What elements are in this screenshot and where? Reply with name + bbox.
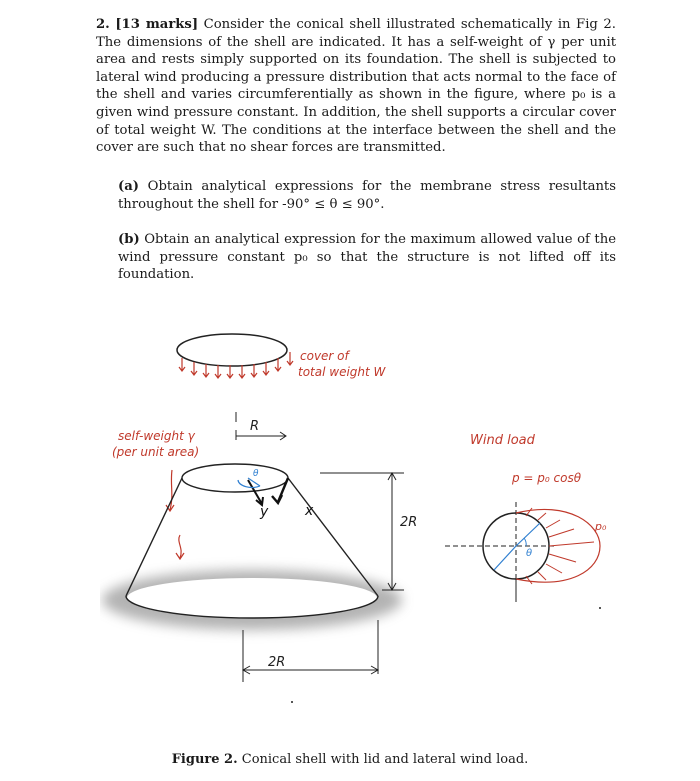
base-radius-label: 2R — [268, 655, 286, 670]
part-b-label: (b) — [118, 232, 140, 247]
caption-text: Conical shell with lid and lateral wind load. — [237, 752, 529, 767]
problem-number: 2. — [96, 17, 110, 32]
cover-label-1: cover of — [300, 349, 349, 363]
cover-label-2: total weight W — [298, 365, 386, 379]
dot-marker — [291, 701, 293, 703]
selfweight-label-1: self-weight γ — [118, 429, 195, 443]
wind-load-diagram — [445, 502, 601, 609]
axis-y-label: y — [260, 504, 269, 520]
part-b-text: Obtain an analytical expression for the maximum allowed value of the wind pressure constant p₀ so that the structure is not lifted off its foundation. — [118, 232, 616, 283]
part-a — [118, 178, 616, 213]
wind-formula: p = p₀ cosθ — [512, 471, 582, 485]
problem-marks: [13 marks] — [115, 17, 199, 32]
height-label: 2R — [400, 515, 418, 530]
wind-theta-label: θ — [526, 548, 533, 559]
wind-title: Wind load — [470, 433, 535, 448]
problem-text: Consider the conical shell illustrated schematically in Fig 2. The dimensions of the shell are indicated. It has a self-weight of γ per unit area and rests simply supported on its foundation. The shell is subjected to lateral wind producing a pressure distribution that acts normal to the face of the shell and varies circumferentially as shown in the figure, where p₀ is a given wind pressure constant. In addition, the shell supports a circular cover of total weight W. The conditions at the interface between the shell and the cover are such that no shear forces are transmitted. — [96, 17, 616, 156]
top-theta-label: θ — [253, 469, 259, 479]
part-b — [118, 231, 616, 284]
top-radius-label: R — [250, 419, 260, 434]
part-a-label: (a) — [118, 179, 140, 194]
wind-p0-label: p₀ — [595, 520, 607, 533]
cover-lid — [177, 334, 287, 366]
cover-load-arrows — [179, 352, 293, 378]
selfweight-label-2: (per unit area) — [112, 445, 200, 459]
top-radius-dimension — [236, 412, 286, 440]
problem-statement — [96, 16, 616, 157]
height-dimension — [320, 473, 404, 590]
caption-prefix: Figure 2. — [171, 752, 238, 767]
axis-x-label: x — [305, 503, 314, 519]
part-a-text: Obtain analytical expressions for the membrane stress resultants throughout the shell for -90° ≤ θ ≤ 90°. — [118, 179, 617, 212]
selfweight-arrow-lower — [176, 535, 184, 559]
figure-caption — [0, 752, 700, 767]
conical-shell-figure — [100, 330, 620, 730]
